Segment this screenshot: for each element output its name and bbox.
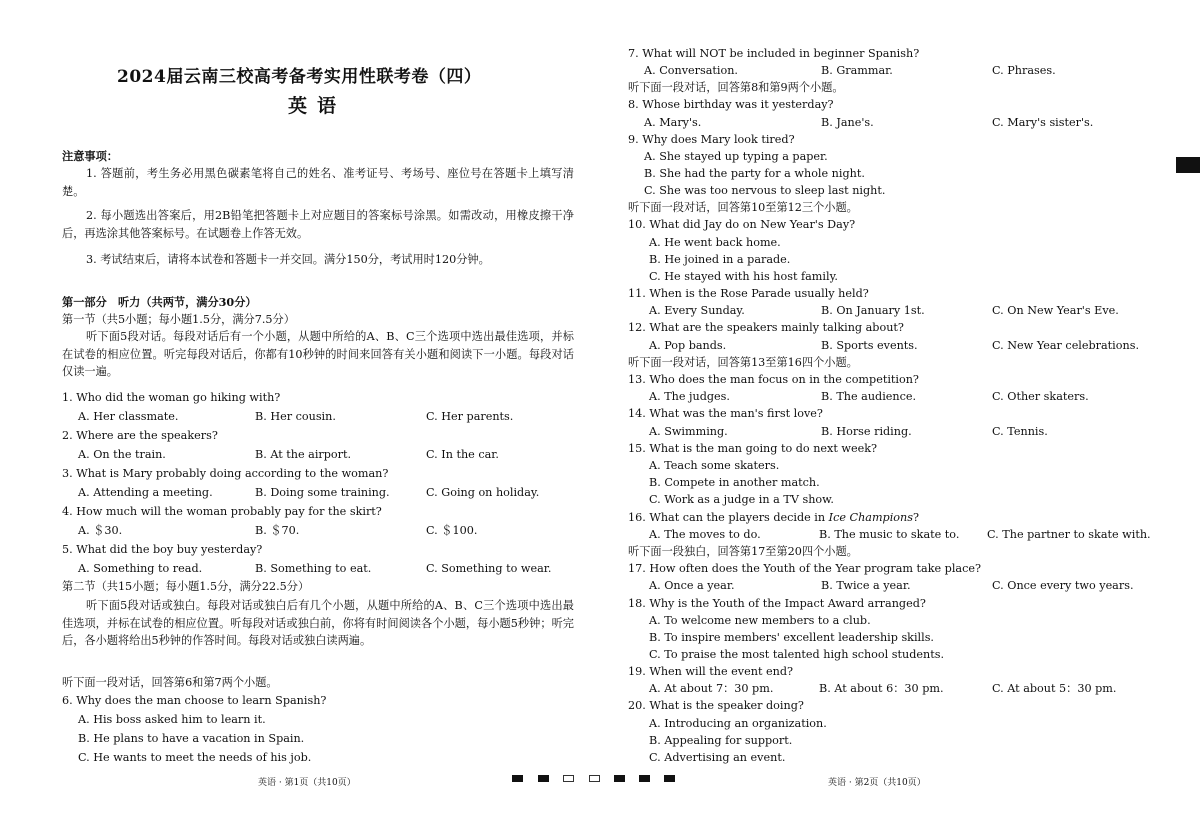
- option-a: A. To welcome new members to a club.: [649, 614, 871, 627]
- option-c: C. Tennis.: [992, 425, 1048, 438]
- option-b: B. Horse riding.: [821, 425, 912, 438]
- question-stem: 4. How much will the woman probably pay for the skirt?: [62, 505, 382, 518]
- page-marker: [664, 775, 675, 782]
- option-b: B. At about 6：30 pm.: [819, 682, 944, 695]
- option-b: B. Sports events.: [821, 339, 918, 352]
- option-b: B. The audience.: [821, 390, 917, 403]
- page-marker: [563, 775, 574, 782]
- listening-cue: 听下面一段对话，回答第10至第12三个小题。: [628, 201, 858, 214]
- option-c: C. To praise the most talented high school students.: [649, 648, 944, 661]
- option-a: A. Her classmate.: [78, 410, 179, 423]
- notes-heading: 注意事项：: [62, 149, 118, 163]
- option-c: C. The partner to skate with.: [987, 528, 1151, 541]
- side-mark: [1176, 157, 1200, 173]
- stem-end: ?: [912, 511, 919, 524]
- question-stem: 20. What is the speaker doing?: [628, 699, 804, 712]
- option-a: A. Teach some skaters.: [649, 459, 780, 472]
- option-a: A. She stayed up typing a paper.: [644, 150, 828, 163]
- option-b: B. Jane's.: [821, 116, 874, 129]
- option-c: C. She was too nervous to sleep last night.: [644, 184, 886, 197]
- option-b: B. Appealing for support.: [649, 734, 793, 747]
- option-b: B. At the airport.: [255, 448, 352, 461]
- option-c: C. Phrases.: [992, 64, 1056, 77]
- page-marker: [639, 775, 650, 782]
- page-marker: [589, 775, 600, 782]
- section2-heading: 第二节（共15小题；每小题1.5分，满分22.5分）: [62, 580, 310, 593]
- option-b: B. Compete in another match.: [649, 476, 820, 489]
- question-stem: 2. Where are the speakers?: [62, 429, 218, 442]
- option-a: A. Conversation.: [644, 64, 738, 77]
- option-c: C. New Year celebrations.: [992, 339, 1139, 352]
- page-marker: [512, 775, 523, 782]
- question-stem: 17. How often does the Youth of the Year program take place?: [628, 562, 981, 575]
- option-b: B. He plans to have a vacation in Spain.: [78, 732, 305, 745]
- option-b: B. Grammar.: [821, 64, 893, 77]
- option-a: A. Attending a meeting.: [78, 486, 213, 499]
- exam-title: 2024届云南三校高考备考实用性联考卷（四）: [117, 67, 482, 87]
- note-item: 2. 每小题选出答案后，用2B铅笔把答题卡上对应题目的答案标号涂黑。如需改动，用橡皮擦干净后，再选涂其他答案标号。在试题卷上作答无效。: [62, 209, 574, 240]
- option-b: B. On January 1st.: [821, 304, 925, 317]
- option-c: C. Work as a judge in a TV show.: [649, 493, 834, 506]
- option-c: C. He wants to meet the needs of his job.: [78, 751, 312, 764]
- exam-subject: 英语: [288, 95, 347, 117]
- question-stem: 15. What is the man going to do next week?: [628, 442, 877, 455]
- listening-cue: 听下面一段对话，回答第6和第7两个小题。: [62, 676, 278, 689]
- note-item: 3. 考试结束后，请将本试卷和答题卡一并交回。满分150分，考试用时120分钟。: [86, 253, 490, 266]
- option-c: C. Something to wear.: [426, 562, 552, 575]
- option-a: A. Introducing an organization.: [649, 717, 827, 730]
- listening-cue: 听下面一段对话，回答第13至第16四个小题。: [628, 356, 858, 369]
- note-item: 1. 答题前，考生务必用黑色碳素笔将自己的姓名、准考证号、考场号、座位号在答题卡上填写清楚。: [62, 167, 574, 198]
- option-a: A. The judges.: [649, 390, 730, 403]
- option-a: A. The moves to do.: [649, 528, 761, 541]
- option-a: A. Pop bands.: [649, 339, 727, 352]
- question-stem: 5. What did the boy buy yesterday?: [62, 543, 263, 556]
- option-c: C. Advertising an event.: [649, 751, 786, 764]
- question-stem: 1. Who did the woman go hiking with?: [62, 391, 281, 404]
- option-b: B. ＄70.: [255, 524, 300, 537]
- option-c: C. He stayed with his host family.: [649, 270, 838, 283]
- question-stem: 10. What did Jay do on New Year's Day?: [628, 218, 856, 231]
- option-a: A. On the train.: [78, 448, 166, 461]
- section1-instructions: 听下面5段对话。每段对话后有一个小题，从题中所给的A、B、C三个选项中选出最佳选项，并标在试卷的相应位置。听完每段对话后，你都有10秒钟的时间来回答有关小题和阅读下一小题。每段对话仅读一遍。: [62, 330, 574, 378]
- question-stem: 9. Why does Mary look tired?: [628, 133, 795, 146]
- part1-heading: 第一部分 听力（共两节，满分30分）: [62, 295, 257, 309]
- option-c: C. On New Year's Eve.: [992, 304, 1119, 317]
- page-marker: [538, 775, 549, 782]
- option-a: A. He went back home.: [649, 236, 781, 249]
- option-b: B. To inspire members' excellent leadership skills.: [649, 631, 934, 644]
- option-b: B. He joined in a parade.: [649, 253, 791, 266]
- option-c: C. Going on holiday.: [426, 486, 540, 499]
- footer-left: 英语 · 第1页（共10页）: [258, 778, 356, 788]
- option-b: B. Something to eat.: [255, 562, 372, 575]
- option-a: A. Mary's.: [644, 116, 702, 129]
- option-a: A. His boss asked him to learn it.: [78, 713, 266, 726]
- question-stem: 3. What is Mary probably doing according to the woman?: [62, 467, 389, 480]
- option-a: A. Swimming.: [649, 425, 728, 438]
- option-c: C. Mary's sister's.: [992, 116, 1094, 129]
- section1-heading: 第一节（共5小题；每小题1.5分，满分7.5分）: [62, 313, 295, 326]
- listening-cue: 听下面一段独白，回答第17至第20四个小题。: [628, 545, 858, 558]
- question-stem: 6. Why does the man choose to learn Spanish?: [62, 694, 327, 707]
- option-b: B. She had the party for a whole night.: [644, 167, 865, 180]
- option-a: A. At about 7：30 pm.: [649, 682, 774, 695]
- question-stem: 12. What are the speakers mainly talking about?: [628, 321, 904, 334]
- option-c: C. At about 5：30 pm.: [992, 682, 1117, 695]
- option-b: B. Her cousin.: [255, 410, 336, 423]
- question-stem: 18. Why is the Youth of the Impact Award arranged?: [628, 597, 926, 610]
- question-stem: 8. Whose birthday was it yesterday?: [628, 98, 834, 111]
- option-b: B. Doing some training.: [255, 486, 390, 499]
- option-b: B. Twice a year.: [821, 579, 911, 592]
- option-a: A. ＄30.: [78, 524, 123, 537]
- option-c: C. ＄100.: [426, 524, 478, 537]
- footer-right: 英语 · 第2页（共10页）: [828, 778, 926, 788]
- option-a: A. Every Sunday.: [649, 304, 745, 317]
- question-stem: 13. Who does the man focus on in the competition?: [628, 373, 919, 386]
- question-stem: 11. When is the Rose Parade usually held?: [628, 287, 869, 300]
- page-marker: [614, 775, 625, 782]
- option-c: C. Once every two years.: [992, 579, 1134, 592]
- show-title: Ice Champions: [828, 511, 913, 524]
- option-c: C. Her parents.: [426, 410, 514, 423]
- option-c: C. Other skaters.: [992, 390, 1089, 403]
- question-stem: [628, 511, 919, 525]
- listening-cue: 听下面一段对话，回答第8和第9两个小题。: [628, 81, 844, 94]
- option-c: C. In the car.: [426, 448, 499, 461]
- section2-instructions: 听下面5段对话或独白。每段对话或独白后有几个小题，从题中所给的A、B、C三个选项中选出最佳选项，并标在试卷的相应位置。听每段对话或独白前，你将有时间阅读各个小题，每小题5秒钟；听完后，各小题将给出5秒钟的作答时间。每段对话或独白读两遍。: [62, 599, 574, 647]
- question-stem: 14. What was the man's first love?: [628, 407, 823, 420]
- option-a: A. Once a year.: [649, 579, 735, 592]
- stem-text: 16. What can the players decide in: [628, 511, 829, 524]
- option-b: B. The music to skate to.: [819, 528, 960, 541]
- question-stem: 7. What will NOT be included in beginner Spanish?: [628, 47, 920, 60]
- question-stem: 19. When will the event end?: [628, 665, 793, 678]
- option-a: A. Something to read.: [78, 562, 203, 575]
